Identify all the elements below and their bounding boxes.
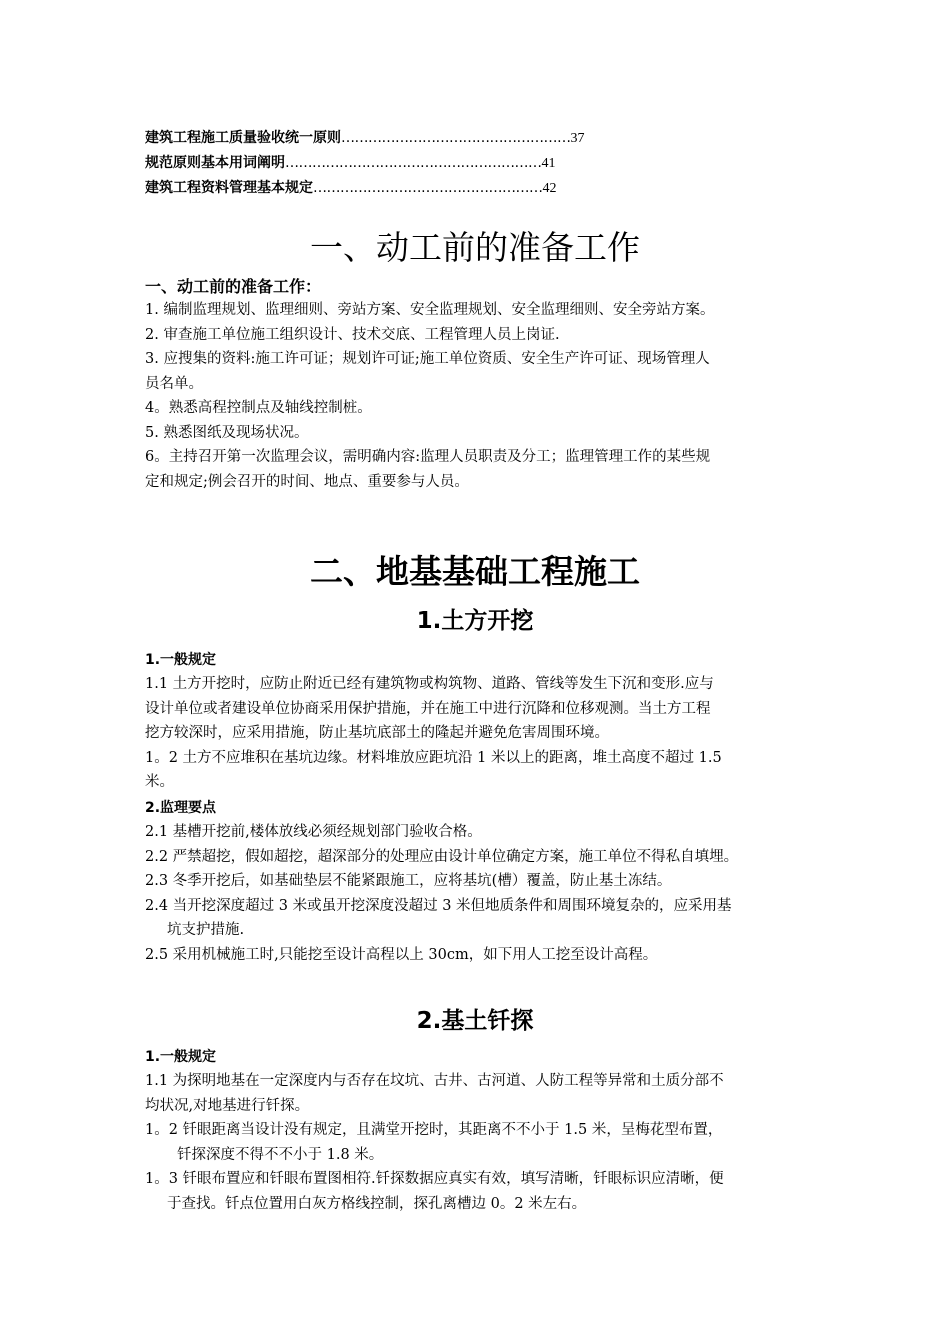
list-item: 1. 编制监理规划、监理细则、旁站方案、安全监理规划、安全监理细则、安全旁站方案。 [145,302,715,318]
paragraph-line: 1。2 钎眼距离当设计没有规定，且满堂开挖时，其距离不不小于 1.5 米，呈梅花型布置， [145,1122,723,1138]
paragraph-line: 设计单位或者建设单位协商采用保护措施，并在施工中进行沉降和位移观测。当土方工程 [145,700,711,717]
paragraph-line: 均状况,对地基进行钎探。 [145,1097,310,1114]
list-item-continuation: 员名单。 [145,375,203,392]
list-item: 2.2 严禁超挖，假如超挖，超深部分的处理应由设计单位确定方案，施工单位不得私自填埋。 [145,848,739,865]
list-item: 2.5 采用机械施工时,只能挖至设计高程以上 30cm，如下用人工挖至设计高程。 [145,946,658,963]
part-2-general-heading: 1.一般规定 [145,1049,217,1065]
part-1-key-points [145,820,810,967]
paragraph-line: 挖方较深时，应采用措施，防止基坑底部土的隆起并避免危害周围环境。 [145,725,609,741]
list-item: 2.1 基槽开挖前,楼体放线必须经规划部门验收合格。 [145,824,482,840]
paragraph-line-continuation: 钎探深度不得不不小于 1.8 米。 [177,1146,384,1163]
part-1-title: 1.土方开挖 [416,608,534,634]
section-1-list [145,298,810,494]
table-of-contents [145,126,705,201]
toc-entry[interactable]: 建筑工程施工质量验收统一原则……………………………………………37 [145,130,585,146]
list-item: 6。主持召开第一次监理会议，需明确内容:监理人员职责及分工；监理管理工作的某些规 [145,449,711,465]
list-item: 2.3 冬季开挖后，如基础垫层不能紧跟施工，应将基坑(槽）覆盖，防止基土冻结。 [145,873,672,889]
list-item: 2.4 当开挖深度超过 3 米或虽开挖深度没超过 3 米但地质条件和周围环境复杂的，应采用基 [145,897,732,914]
section-1-title: 一、动工前的准备工作 [310,228,640,267]
part-1-general-heading: 1.一般规定 [145,652,217,668]
paragraph-line: 1。3 钎眼布置应和钎眼布置图相符.钎探数据应真实有效，填写清晰，钎眼标识应清晰，便 [145,1171,724,1187]
part-2-general [145,1069,810,1216]
toc-entry[interactable]: 建筑工程资料管理基本规定……………………………………………42 [145,180,557,196]
paragraph-line-continuation: 于查找。钎点位置用白灰方格线控制，探孔离槽边 0。2 米左右。 [167,1195,587,1212]
section-2-title: 二、地基基础工程施工 [310,552,640,591]
list-item: 2. 审查施工单位施工组织设计、技术交底、工程管理人员上岗证. [145,326,560,343]
list-item: 4。熟悉高程控制点及轴线控制桩。 [145,400,372,416]
paragraph-line: 1。2 土方不应堆积在基坑边缘。材料堆放应距坑沿 1 米以上的距离，堆土高度不超过 1.5 [145,749,722,766]
list-item-continuation: 坑支护措施. [167,922,245,938]
part-1-key-heading: 2.监理要点 [145,800,217,816]
section-1-subheading: 一、动工前的准备工作： [145,277,322,296]
paragraph-line: 1.1 为探明地基在一定深度内与否存在坟坑、古井、古河道、人防工程等异常和土质分部不 [145,1073,724,1089]
part-1-general [145,672,810,795]
paragraph-line: 米。 [145,774,174,790]
list-item: 5. 熟悉图纸及现场状况。 [145,424,309,441]
part-2-title: 2.基土钎探 [416,1008,534,1034]
list-item-continuation: 定和规定;例会召开的时间、地点、重要参与人员。 [145,473,469,490]
list-item: 3. 应搜集的资料:施工许可证；规划许可证;施工单位资质、安全生产许可证、现场管理人 [145,351,710,367]
toc-entry[interactable]: 规范原则基本用词阐明…………………………………………………41 [145,155,556,171]
paragraph-line: 1.1 土方开挖时，应防止附近已经有建筑物或构筑物、道路、管线等发生下沉和变形.应与 [145,676,714,692]
